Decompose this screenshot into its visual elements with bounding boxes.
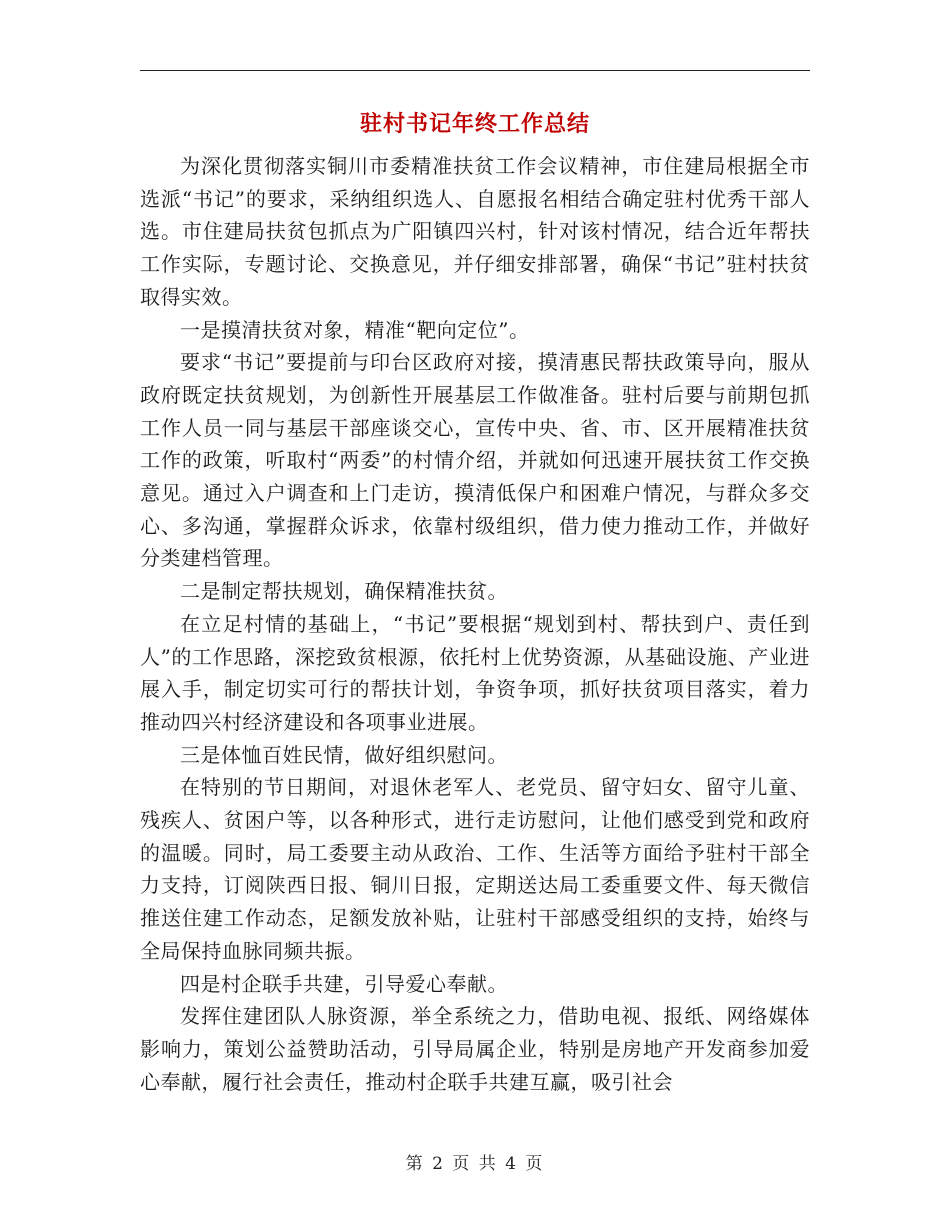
document-body — [140, 150, 810, 1098]
paragraph-section-3: 在特别的节日期间，对退休老军人、老党员、留守妇女、留守儿童、残疾人、贫困户等，以各种形式，进行走访慰问，让他们感受到党和政府的温暖。同时，局工委要主动从政治、工作、生活等方面给予驻村干部全力支持，订阅陕西日报、铜川日报，定期送达局工委重要文件、每天微信推送住建工作动态，足额发放补贴，让驻村干部感受组织的支持，始终与全局保持血脉同频共振。 — [140, 775, 810, 963]
paragraph-section-4: 发挥住建团队人脉资源，举全系统之力，借助电视、报纸、网络媒体影响力，策划公益赞助活动，引导局属企业，特别是房地产开发商参加爱心奉献，履行社会责任，推动村企联手共建互赢，吸引社会 — [140, 1004, 810, 1094]
section-heading-3: 三是体恤百姓民情，做好组织慰问。 — [180, 742, 508, 767]
section-heading-4: 四是村企联手共建，引导爱心奉献。 — [180, 971, 508, 996]
paragraph-section-2: 在立足村情的基础上，“书记”要根据“规划到村、帮扶到户、责任到人”的工作思路，深挖致贫根源，依托村上优势资源，从基础设施、产业进展入手，制定切实可行的帮扶计划，争资争项，抓好扶贫项目落实，着力推动四兴村经济建设和各项事业进展。 — [140, 611, 810, 734]
header-rule — [140, 70, 810, 71]
paragraph-section-1: 要求“书记”要提前与印台区政府对接，摸清惠民帮扶政策导向，服从政府既定扶贫规划，为创新性开展基层工作做准备。驻村后要与前期包抓工作人员一同与基层干部座谈交心，宣传中央、省、市、区开展精准扶贫工作的政策，听取村“两委”的村情介绍，并就如何迅速开展扶贫工作交换意见。通过入户调查和上门走访，摸清低保户和困难户情况，与群众多交心、多沟通，掌握群众诉求，依靠村级组织，借力使力推动工作，并做好分类建档管理。 — [140, 350, 810, 571]
document-title: 驻村书记年终工作总结 — [359, 112, 590, 137]
section-heading-2: 二是制定帮扶规划，确保精准扶贫。 — [180, 579, 508, 604]
page-number-footer: 第 2 页 共 4 页 — [405, 1154, 545, 1174]
paragraph-intro: 为深化贯彻落实铜川市委精准扶贫工作会议精神，市住建局根据全市选派“书记”的要求，采纳组织选人、自愿报名相结合确定驻村优秀干部人选。市住建局扶贫包抓点为广阳镇四兴村，针对该村情况，结合近年帮扶工作实际，专题讨论、交换意见，并仔细安排部署，确保“书记”驻村扶贫取得实效。 — [140, 154, 810, 309]
section-heading-1: 一是摸清扶贫对象，精准“靶向定位”。 — [180, 317, 530, 342]
